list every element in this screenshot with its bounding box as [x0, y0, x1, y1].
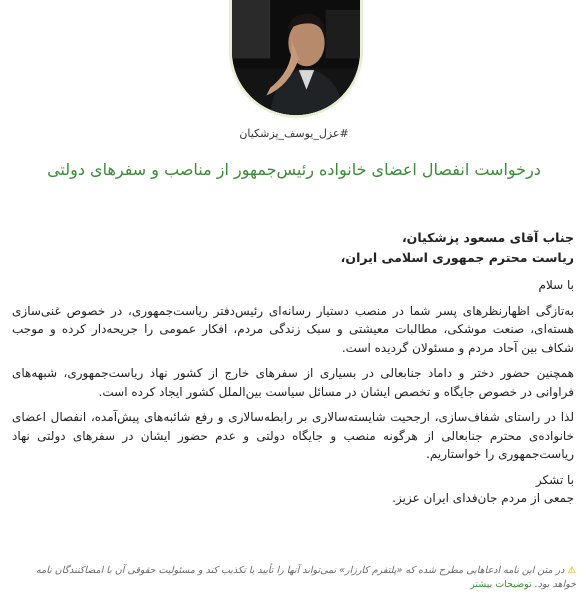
hashtag-label[interactable]: #عزل_یوسف_پزشکیان [239, 127, 349, 140]
petition-title: درخواست انفصال اعضای خانواده رئیس‌جمهور از مناصب و سفرهای دولتی [47, 160, 541, 179]
author-photo [229, 0, 363, 118]
petition-letter [12, 228, 574, 508]
address-line-2: ریاست محترم جمهوری اسلامی ایران، [340, 250, 574, 265]
greeting: با سلام [538, 278, 574, 292]
closing-signature: جمعی از مردم جان‌فدای ایران عزیز. [392, 491, 574, 505]
paragraph-3: لذا در راستای شفاف‌سازی، ارجحیت شایسته‌سالاری بر رابطه‌سالاری و رفع شائبه‌های پیش‌آمده، انفصال اعضای خانواده‌ی محترم جنابعالی از هرگونه منصب و جایگاه دولتی و عدم حضور ایشان در سفرهای دولتی نهاد ریاست‌جمهوری را خواستاریم. [12, 410, 574, 461]
paragraph-1: به‌تازگی اظهارنظرهای پسر شما در منصب دستیار رسانه‌ای رئیس‌دفتر ریاست‌جمهوری، در خصوص غنی‌سازی هسته‌ای، صنعت موشکی، مطالبات معیشتی و سبک زندگی مردم، افکار عمومی را جریحه‌دار کرده و موجب شکاف بین آحاد مردم و مسئولان گردیده است. [12, 303, 574, 355]
closing-thanks: با تشکر [535, 472, 574, 487]
warning-icon: ⚠ [567, 565, 576, 576]
disclaimer [10, 564, 576, 592]
disclaimer-text: در متن این نامه ادعاهایی مطرح شده که «پلتفرم کارزار» نمی‌تواند آنها را تأیید یا تکذیب کند و مسئولیت حقوقی آن با امضاکنندگان نامه خواهد بود. [36, 565, 576, 590]
portrait-image [232, 0, 360, 115]
paragraph-2: همچنین حضور دختر و داماد جنابعالی در بسیاری از سفرهای خارج از کشور نهاد ریاست‌جمهوری، شبهه‌های فراوانی در خصوص جایگاه و تخصص ایشان در مسائل سیاست بین‌الملل کشور ایجاد کرده است. [12, 366, 574, 399]
more-info-link[interactable]: توضیحات بیشتر [470, 579, 532, 590]
address-line-1: جناب آقای مسعود پزشکیان، [401, 230, 574, 245]
